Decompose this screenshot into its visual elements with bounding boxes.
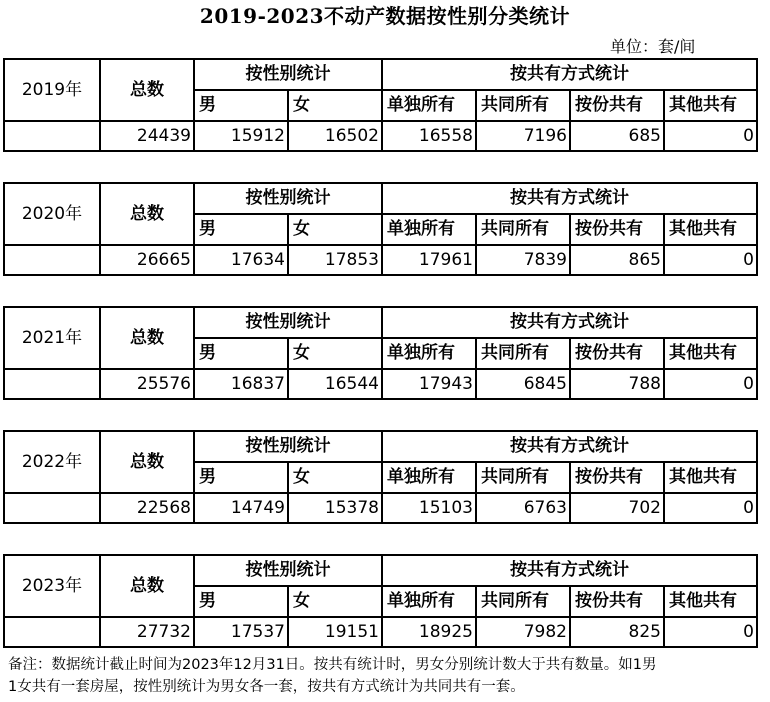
share-ownership-value: 788 bbox=[570, 369, 664, 399]
joint-ownership-value: 7839 bbox=[476, 245, 570, 275]
joint-ownership-value: 6845 bbox=[476, 369, 570, 399]
ownership-group-header: 按共有方式统计 bbox=[382, 183, 757, 214]
unit-label: 单位：套/间 bbox=[610, 37, 696, 56]
ownership-group-header: 按共有方式统计 bbox=[382, 431, 757, 462]
sole-ownership-header: 单独所有 bbox=[382, 462, 476, 493]
total-header: 总数 bbox=[100, 307, 194, 369]
other-ownership-value: 0 bbox=[664, 493, 757, 523]
gender-group-header: 按性别统计 bbox=[194, 431, 382, 462]
footnote bbox=[8, 654, 763, 698]
page-title: 2019-2023不动产数据按性别分类统计 bbox=[199, 4, 571, 28]
male-value: 15912 bbox=[194, 121, 288, 151]
joint-ownership-value: 7982 bbox=[476, 617, 570, 647]
year-label-spacer bbox=[4, 121, 100, 151]
share-ownership-value: 865 bbox=[570, 245, 664, 275]
female-value: 17853 bbox=[288, 245, 382, 275]
sole-ownership-header: 单独所有 bbox=[382, 338, 476, 369]
other-ownership-value: 0 bbox=[664, 245, 757, 275]
female-value: 15378 bbox=[288, 493, 382, 523]
joint-ownership-header: 共同所有 bbox=[476, 338, 570, 369]
share-ownership-value: 702 bbox=[570, 493, 664, 523]
sole-ownership-header: 单独所有 bbox=[382, 214, 476, 245]
female-value: 19151 bbox=[288, 617, 382, 647]
total-header: 总数 bbox=[100, 59, 194, 121]
male-value: 14749 bbox=[194, 493, 288, 523]
ownership-group-header: 按共有方式统计 bbox=[382, 555, 757, 586]
share-ownership-value: 685 bbox=[570, 121, 664, 151]
gender-group-header: 按性别统计 bbox=[194, 183, 382, 214]
year-table-4 bbox=[3, 554, 758, 648]
other-ownership-header: 其他共有 bbox=[664, 90, 757, 121]
share-ownership-header: 按份共有 bbox=[570, 586, 664, 617]
total-header: 总数 bbox=[100, 555, 194, 617]
other-ownership-value: 0 bbox=[664, 617, 757, 647]
year-label: 2021年 bbox=[4, 307, 100, 369]
male-header: 男 bbox=[194, 214, 288, 245]
year-label: 2022年 bbox=[4, 431, 100, 493]
share-ownership-header: 按份共有 bbox=[570, 338, 664, 369]
joint-ownership-header: 共同所有 bbox=[476, 90, 570, 121]
female-header: 女 bbox=[288, 462, 382, 493]
male-header: 男 bbox=[194, 338, 288, 369]
share-ownership-header: 按份共有 bbox=[570, 90, 664, 121]
gender-group-header: 按性别统计 bbox=[194, 555, 382, 586]
male-header: 男 bbox=[194, 90, 288, 121]
share-ownership-header: 按份共有 bbox=[570, 214, 664, 245]
joint-ownership-value: 7196 bbox=[476, 121, 570, 151]
year-table-0 bbox=[3, 58, 758, 152]
gender-group-header: 按性别统计 bbox=[194, 59, 382, 90]
share-ownership-value: 825 bbox=[570, 617, 664, 647]
other-ownership-value: 0 bbox=[664, 369, 757, 399]
footnote-line-1: 备注：数据统计截止时间为2023年12月31日。按共有统计时，男女分别统计数大于共有数量。如1男 bbox=[8, 657, 657, 673]
total-header: 总数 bbox=[100, 431, 194, 493]
other-ownership-header: 其他共有 bbox=[664, 338, 757, 369]
total-value: 22568 bbox=[100, 493, 194, 523]
male-value: 17537 bbox=[194, 617, 288, 647]
male-value: 16837 bbox=[194, 369, 288, 399]
other-ownership-header: 其他共有 bbox=[664, 214, 757, 245]
sole-ownership-value: 15103 bbox=[382, 493, 476, 523]
year-label: 2019年 bbox=[4, 59, 100, 121]
female-header: 女 bbox=[288, 586, 382, 617]
female-header: 女 bbox=[288, 214, 382, 245]
sole-ownership-value: 17961 bbox=[382, 245, 476, 275]
male-header: 男 bbox=[194, 462, 288, 493]
year-label-spacer bbox=[4, 245, 100, 275]
male-value: 17634 bbox=[194, 245, 288, 275]
total-value: 26665 bbox=[100, 245, 194, 275]
joint-ownership-header: 共同所有 bbox=[476, 214, 570, 245]
year-table-1 bbox=[3, 182, 758, 276]
gender-group-header: 按性别统计 bbox=[194, 307, 382, 338]
year-table-2 bbox=[3, 306, 758, 400]
joint-ownership-header: 共同所有 bbox=[476, 462, 570, 493]
female-header: 女 bbox=[288, 90, 382, 121]
other-ownership-header: 其他共有 bbox=[664, 462, 757, 493]
ownership-group-header: 按共有方式统计 bbox=[382, 59, 757, 90]
year-table-3 bbox=[3, 430, 758, 524]
share-ownership-header: 按份共有 bbox=[570, 462, 664, 493]
joint-ownership-value: 6763 bbox=[476, 493, 570, 523]
sole-ownership-header: 单独所有 bbox=[382, 586, 476, 617]
other-ownership-value: 0 bbox=[664, 121, 757, 151]
year-label-spacer bbox=[4, 617, 100, 647]
ownership-group-header: 按共有方式统计 bbox=[382, 307, 757, 338]
sole-ownership-header: 单独所有 bbox=[382, 90, 476, 121]
female-value: 16544 bbox=[288, 369, 382, 399]
total-value: 25576 bbox=[100, 369, 194, 399]
total-value: 24439 bbox=[100, 121, 194, 151]
total-header: 总数 bbox=[100, 183, 194, 245]
male-header: 男 bbox=[194, 586, 288, 617]
female-value: 16502 bbox=[288, 121, 382, 151]
year-label: 2023年 bbox=[4, 555, 100, 617]
total-value: 27732 bbox=[100, 617, 194, 647]
female-header: 女 bbox=[288, 338, 382, 369]
year-label-spacer bbox=[4, 369, 100, 399]
year-label: 2020年 bbox=[4, 183, 100, 245]
footnote-line-2: 1女共有一套房屋，按性别统计为男女各一套，按共有方式统计为共同共有一套。 bbox=[8, 679, 525, 695]
sole-ownership-value: 18925 bbox=[382, 617, 476, 647]
other-ownership-header: 其他共有 bbox=[664, 586, 757, 617]
sole-ownership-value: 16558 bbox=[382, 121, 476, 151]
joint-ownership-header: 共同所有 bbox=[476, 586, 570, 617]
sole-ownership-value: 17943 bbox=[382, 369, 476, 399]
year-label-spacer bbox=[4, 493, 100, 523]
